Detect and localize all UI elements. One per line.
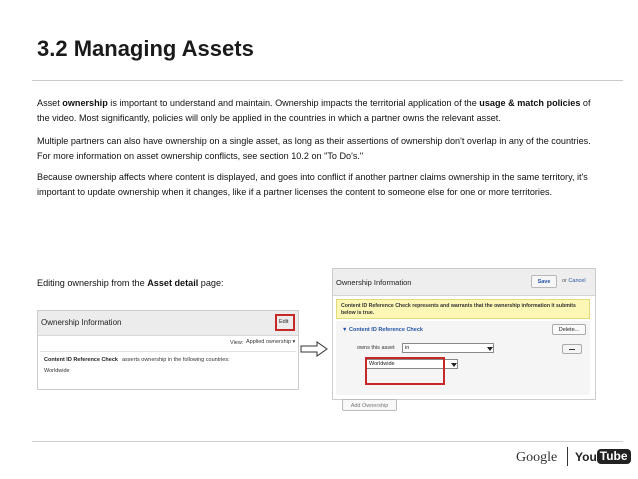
dropdown-arrow-icon (487, 347, 493, 351)
ownership-panel-edit (332, 268, 596, 409)
check-owner-label: Content ID Reference Check (44, 357, 118, 363)
ownership-type-select[interactable] (402, 343, 494, 353)
delete-button[interactable]: Delete... (552, 324, 586, 335)
google-logo: Google (516, 450, 558, 465)
section-title: Content ID Reference Check (348, 327, 423, 333)
territory-value: Worldwide (44, 368, 70, 374)
p1-text-c: is important to understand and maintain. Ownership impacts the territorial application of the (107, 98, 480, 108)
title-divider (32, 80, 623, 81)
paragraph-update-ownership: Because ownership affects where content is displayed, and goes into conflict if another partner claims ownership in the same territory, it's important to update ownership when it changes, like if a partner licenses the content to someone else for one or more territories. (37, 172, 588, 197)
add-ownership-button[interactable]: Add Ownership (342, 399, 397, 411)
caption-text-a: Editing ownership from the (37, 278, 148, 288)
save-button[interactable]: Save (531, 275, 557, 288)
or-text: or (562, 278, 567, 284)
cancel-link[interactable]: Cancel (568, 278, 586, 284)
caption-text-c: page: (198, 278, 224, 288)
warranty-notice: Content ID Reference Check represents and warrants that the ownership information it submits below is true. (336, 299, 590, 319)
view-label: View: (230, 340, 244, 346)
territory-select-value: Worldwide (369, 361, 395, 367)
paragraph-multiple-partners: Multiple partners can also have ownership on a single asset, as long as their assertions of ownership don't overlap in any of the countries. For more information on asset ownership conflicts, see section 10.2 on "To Do's." (37, 136, 591, 161)
p1-bold-policies: usage & match policies (479, 98, 581, 108)
chevron-down-icon: ▾ (292, 339, 296, 345)
view-select[interactable] (246, 339, 295, 345)
territory-highlight-box (365, 357, 445, 385)
slide-title: 3.2 Managing Assets (37, 36, 254, 61)
edit-highlight-box (275, 314, 295, 331)
save-cancel-text (562, 278, 586, 284)
footer-divider (32, 441, 623, 442)
ownership-type-value: in (405, 345, 410, 351)
edit-link[interactable]: Edit (279, 319, 289, 325)
asserts-text: asserts ownership in the following countries: (122, 357, 230, 363)
screenshot-caption (37, 278, 224, 288)
paragraph-ownership (37, 96, 597, 126)
youtube-logo-you: You (575, 449, 597, 464)
p1-bold-ownership: ownership (62, 98, 108, 108)
owns-label: owns this asset (357, 345, 395, 351)
panel-divider (40, 351, 296, 352)
panel-title: Ownership Information (41, 318, 122, 327)
p1-text-e: of the video. Most significantly, policies will only be applied in the countries in which a partner owns the relevant asset. (37, 98, 591, 123)
arrow-right-icon (300, 341, 328, 357)
panel-header (333, 269, 595, 296)
section-header[interactable] (342, 327, 423, 333)
ownership-entry (336, 321, 590, 395)
p1-text-a: Asset (37, 98, 63, 108)
triangle-down-icon: ▼ (342, 327, 348, 333)
dropdown-arrow-icon (451, 363, 457, 367)
view-select-value: Applied ownership (246, 339, 291, 345)
logo-separator (567, 447, 568, 466)
ownership-panel-view (37, 310, 299, 390)
remove-territory-button[interactable] (562, 344, 582, 354)
youtube-logo (575, 448, 631, 465)
panel-title: Ownership Information (336, 278, 412, 287)
caption-bold: Asset detail (147, 278, 199, 288)
panel-header (38, 311, 298, 336)
youtube-logo-tube: Tube (597, 449, 631, 464)
